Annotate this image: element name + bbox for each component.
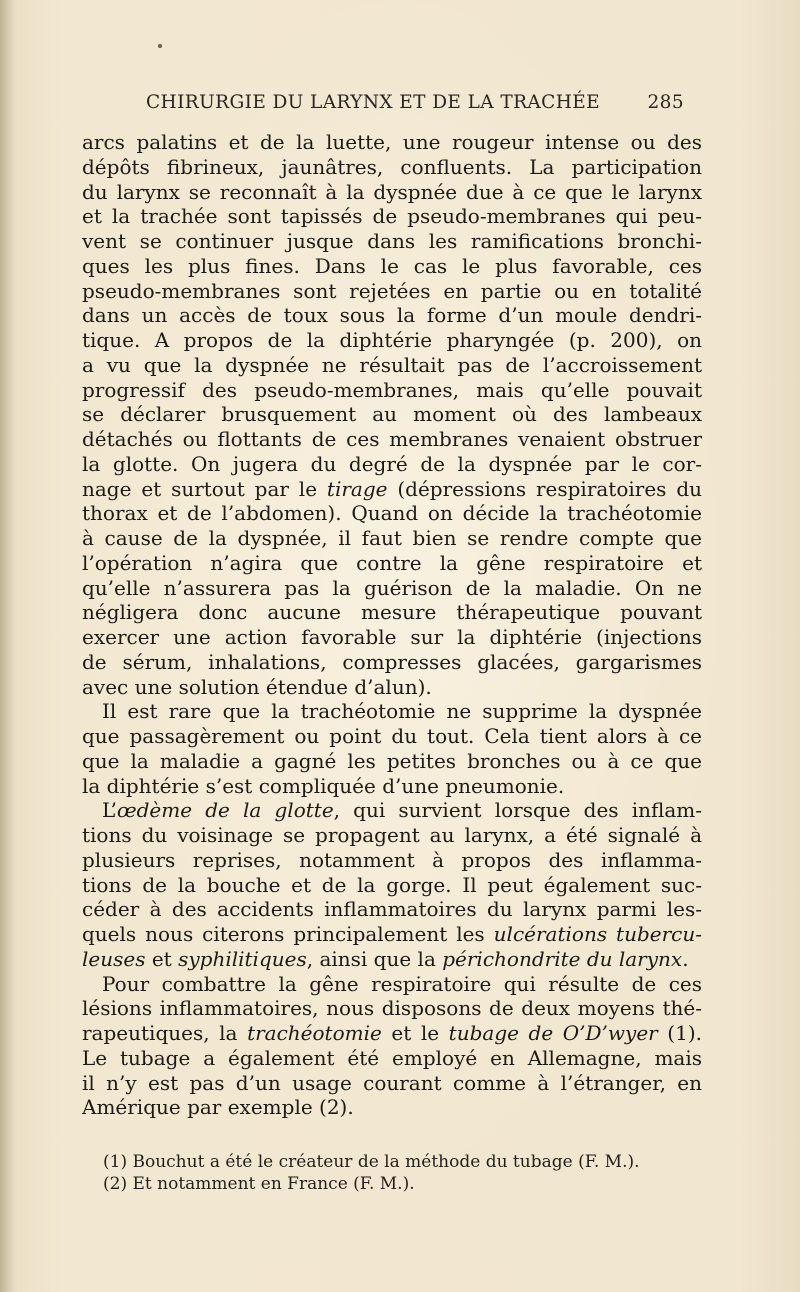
text-line	[82, 1095, 702, 1120]
text-run: de sérum, inhalations, compresses glacées, gargarismes	[82, 649, 702, 674]
footnote: (2) Et notamment en France (F. M.).	[103, 1174, 415, 1194]
italic-run: périchondrite du larynx	[442, 946, 683, 971]
italic-run: tubage de O’D’wyer	[448, 1021, 658, 1045]
text-run: à cause de la dyspnée, il faut bien se rendre compte que	[82, 526, 702, 550]
text-run: dans un accès de toux sous la forme d’un moule dendri-	[82, 303, 702, 328]
italic-run: trachéotomie	[247, 1021, 382, 1045]
text-run: Il est rare que la trachéotomie ne supprime la dyspnée	[102, 699, 702, 724]
text-line	[82, 749, 702, 774]
paper-speck	[158, 44, 162, 48]
text-run: (1).	[657, 1021, 702, 1045]
text-run: vent se continuer jusque dans les ramifications bronchi-	[82, 229, 702, 253]
text-run: dépôts fibrineux, jaunâtres, confluents. La participation	[82, 154, 702, 179]
footnote: (1) Bouchut a été le créateur de la méthode du tubage (F. M.).	[103, 1152, 640, 1172]
text-run: quels nous citerons principalement les	[82, 922, 494, 946]
text-run: et le	[381, 1021, 449, 1045]
text-run: détachés ou flottants de ces membranes venaient obstruer	[82, 427, 702, 451]
running-head	[146, 92, 684, 120]
text-line	[82, 675, 702, 700]
text-line	[82, 897, 702, 922]
text-line	[82, 650, 702, 675]
text-line	[82, 526, 702, 551]
text-run: plusieurs reprises, notamment à propos des inflamma-	[82, 847, 702, 872]
text-run: la diphtérie s’est compliquée d’une pneumonie.	[82, 773, 565, 798]
text-run: progressif des pseudo-membranes, mais qu’elle pouvait	[82, 377, 702, 402]
text-run: ques les plus fines. Dans le cas le plus favorable, ces	[82, 253, 702, 278]
body-text	[82, 130, 702, 1120]
text-line	[82, 303, 702, 328]
text-line	[82, 427, 702, 452]
text-run: a vu que la dyspnée ne résultait pas de l’accroissement	[82, 352, 702, 377]
text-line	[82, 180, 702, 205]
text-line	[82, 477, 702, 502]
text-run: lésions inflammatoires, nous disposons de deux moyens thé-	[82, 996, 702, 1021]
text-run: tions de la bouche et de la gorge. Il peut également suc-	[82, 872, 702, 897]
text-line	[82, 922, 702, 947]
text-run: Pour combattre la gêne respiratoire qui résulte de ces	[102, 971, 702, 996]
italic-run: tirage	[326, 476, 388, 501]
text-line	[82, 699, 702, 724]
text-line	[82, 947, 702, 972]
running-head-title: CHIRURGIE DU LARYNX ET DE LA TRACHÉE	[146, 92, 601, 113]
text-run: se déclarer brusquement au moment où des lambeaux	[82, 402, 702, 427]
text-line	[82, 229, 702, 254]
paragraph	[82, 130, 702, 699]
text-run: négligera donc aucune mesure thérapeutique pouvant	[82, 600, 702, 625]
text-line	[82, 774, 702, 799]
paragraph	[82, 699, 702, 798]
text-run: que la maladie a gagné les petites bronches ou à ce que	[82, 748, 702, 773]
text-line	[82, 501, 702, 526]
text-run: il n’y est pas d’un usage courant comme à l’étranger, en	[82, 1070, 702, 1095]
text-run: arcs palatins et de la luette, une rougeur intense ou des	[82, 130, 702, 154]
text-run: Le tubage a également été employé en Allemagne, mais	[82, 1045, 702, 1070]
text-run: céder à des accidents inflammatoires du larynx parmi les-	[82, 897, 702, 922]
text-line	[82, 402, 702, 427]
text-run: qu’elle n’assurera pas la guérison de la maladie. On ne	[82, 575, 702, 600]
text-line	[82, 798, 702, 823]
text-run: tique. A propos de la diphtérie pharyngée (p. 200), on	[82, 328, 702, 352]
footnotes	[103, 1151, 703, 1195]
text-run: , qui survient lorsque des inflam-	[333, 798, 702, 823]
text-run: et la trachée sont tapissés de pseudo-membranes qui peu-	[82, 204, 702, 229]
text-run: nage et surtout par le	[82, 476, 327, 501]
text-line	[82, 353, 702, 378]
italic-run: œdème de la glotte	[116, 798, 334, 823]
text-run: avec une solution étendue d’alun).	[82, 674, 432, 699]
text-run: rapeutiques, la	[82, 1021, 248, 1045]
text-line	[82, 1071, 702, 1096]
text-line	[82, 625, 702, 650]
text-run: Amérique par exemple (2).	[82, 1095, 354, 1120]
paragraph	[82, 972, 702, 1121]
text-run: exercer une action favorable sur la diphtérie (injections	[82, 625, 702, 649]
text-run: et	[145, 946, 179, 971]
text-run: tions du voisinage se propagent au larynx, a été signalé à	[82, 823, 702, 847]
text-line	[82, 600, 702, 625]
text-line	[82, 996, 702, 1021]
page-number: 285	[647, 92, 684, 113]
text-run: (dépressions respiratoires du	[387, 476, 702, 501]
text-run: du larynx se reconnaît à la dyspnée due à ce que le larynx	[82, 179, 702, 204]
text-run: pseudo-membranes sont rejetées en partie ou en totalité	[82, 278, 702, 303]
text-run: , ainsi que la	[306, 946, 443, 971]
text-line	[82, 724, 702, 749]
text-line	[82, 452, 702, 477]
text-line	[82, 873, 702, 898]
text-line	[82, 130, 702, 155]
text-run: L’	[102, 798, 117, 823]
text-line	[82, 972, 702, 997]
page-binding-edge	[0, 0, 14, 1292]
text-run: la glotte. On jugera du degré de la dyspnée par le cor-	[82, 451, 702, 476]
text-run: l’opération n’agira que contre la gêne respiratoire et	[82, 550, 702, 575]
text-line	[82, 254, 702, 279]
text-line	[82, 1046, 702, 1071]
text-line	[82, 155, 702, 180]
italic-run: ulcérations tubercu-	[493, 922, 702, 946]
text-line	[82, 823, 702, 848]
text-run: que passagèrement ou point du tout. Cela tient alors à ce	[82, 724, 702, 748]
text-line	[82, 328, 702, 353]
paragraph	[82, 798, 702, 971]
text-line	[82, 551, 702, 576]
italic-run: syphilitiques	[178, 946, 307, 971]
text-line	[82, 378, 702, 403]
italic-run: leuses	[82, 946, 146, 971]
text-line	[82, 279, 702, 304]
text-line	[82, 204, 702, 229]
text-line	[82, 1021, 702, 1046]
text-run: .	[682, 946, 689, 971]
text-line	[82, 848, 702, 873]
text-line	[82, 576, 702, 601]
text-run: thorax et de l’abdomen). Quand on décide la trachéotomie	[82, 501, 702, 526]
